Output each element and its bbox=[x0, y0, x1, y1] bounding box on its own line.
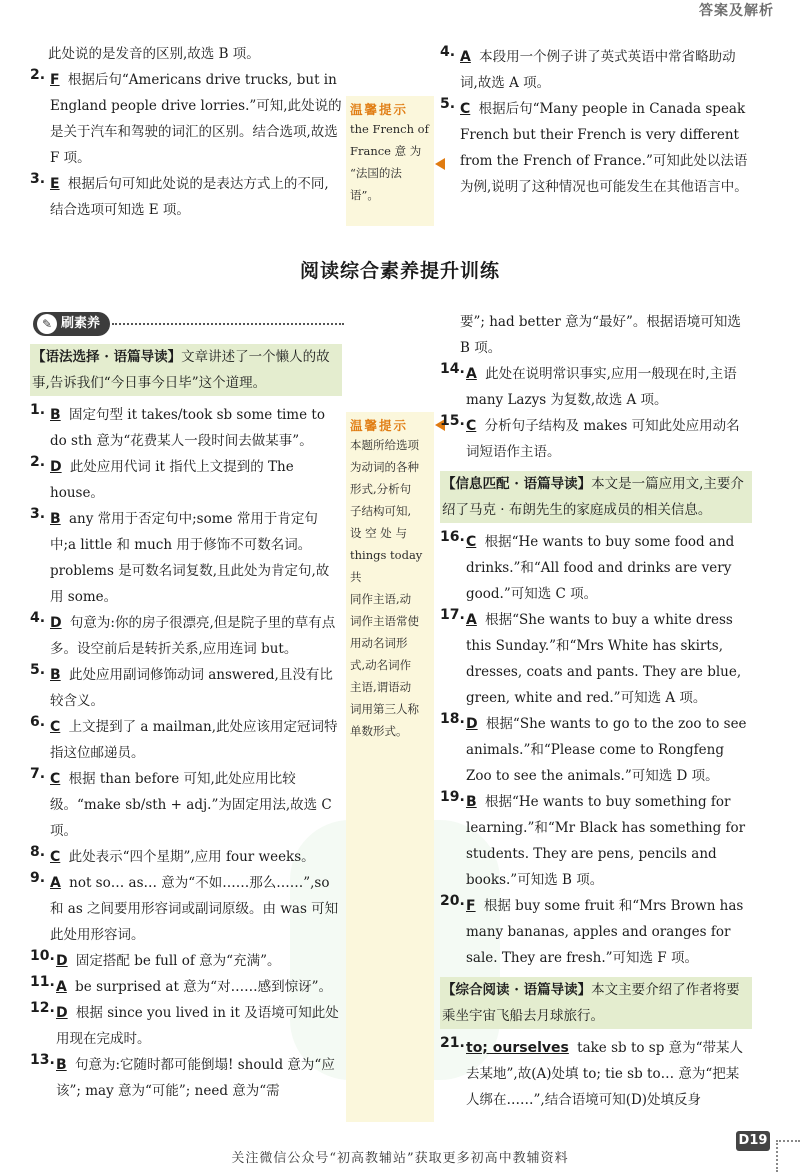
answer-item bbox=[440, 893, 752, 971]
answer-number: 21. bbox=[440, 1035, 465, 1051]
tip-line: the French of bbox=[350, 122, 429, 136]
answer-text: 根据后句可知此处说的是表达方式上的不同,结合选项可知选 E 项。 bbox=[50, 176, 329, 218]
tip-line: 词作主语常使 bbox=[350, 614, 419, 628]
answer-item bbox=[30, 1000, 342, 1052]
answer-number: 11. bbox=[30, 974, 55, 990]
answer-number: 16. bbox=[440, 529, 465, 545]
answer-text: 此处应用代词 it 指代上文提到的 The house。 bbox=[50, 459, 294, 501]
answer-item bbox=[30, 974, 342, 1000]
answer-item bbox=[30, 402, 342, 454]
answer-number: 7. bbox=[30, 766, 46, 782]
answer-item bbox=[440, 529, 752, 607]
answer-number: 4. bbox=[30, 610, 46, 626]
answer-item-3 bbox=[30, 171, 342, 223]
answer-item bbox=[30, 662, 342, 714]
answer-item bbox=[440, 789, 752, 893]
section-title: 阅读综合素养提升训练 bbox=[299, 260, 500, 282]
answer-letter: A bbox=[466, 612, 477, 628]
tip-line: “法国的法 bbox=[350, 166, 402, 180]
answer-item-2 bbox=[30, 67, 342, 171]
answer-letter: C bbox=[466, 534, 477, 550]
answer-letter: B bbox=[50, 667, 61, 683]
answer-letter: to; ourselves bbox=[466, 1040, 569, 1056]
answer-text: 根据 than before 可知,此处应用比较级。“make sb/sth + adj.”为固定用法,故选 C 项。 bbox=[50, 771, 332, 839]
answer-text: 此处说的是发音的区别,故选 B 项。 bbox=[48, 46, 260, 62]
tip-line: 同作主语,动 bbox=[350, 592, 412, 606]
badge-label: 刷素养 bbox=[61, 316, 101, 331]
answer-text: 此处应用副词修饰动词 answered,且没有比较含义。 bbox=[50, 667, 333, 709]
answer-number: 5. bbox=[30, 662, 46, 678]
tip-top bbox=[350, 100, 432, 206]
answer-text: 根据“She wants to go to the zoo to see animals.”和“Please come to Rongfeng Zoo to see the animals.”可知选 D 项。 bbox=[466, 716, 747, 784]
answer-item bbox=[30, 870, 342, 948]
answer-text: take sb to sp 意为“带某人去某地”,故(A)处填 to; tie sb to… 意为“把某人绑在……”,结合语境可知(D)处填反身 bbox=[466, 1040, 744, 1108]
answer-number: 1. bbox=[30, 402, 46, 418]
left-column bbox=[30, 344, 342, 1104]
answer-item bbox=[440, 413, 752, 465]
answer-text: 根据“He wants to buy something for learning.”和“Mr Black has something for students. They are pens, pencils and books.”可知选 B 项。 bbox=[466, 794, 746, 888]
answer-letter: B bbox=[56, 1057, 67, 1073]
answer-number: 20. bbox=[440, 893, 465, 909]
page-header-label: 答案及解析 bbox=[699, 3, 774, 19]
answer-letter: B bbox=[50, 511, 61, 527]
answer-text: 句意为:你的房子很漂亮,但是院子里的草有点多。设空前后是转折关系,应用连词 but。 bbox=[50, 615, 336, 657]
answer-item bbox=[30, 948, 342, 974]
answer-number: 8. bbox=[30, 844, 46, 860]
answer-text: 根据“She wants to buy a white dress this Sunday.”和“Mrs White has skirts, dresses, coats and pants. They are blue, green, white and red.”可知选 A 项。 bbox=[466, 612, 742, 706]
answer-number: 17. bbox=[440, 607, 465, 623]
answer-text: not so… as… 意为“不如……那么……”,so 和 as 之间要用形容词或副词原级。由 was 可知此处用形容词。 bbox=[50, 875, 339, 943]
answer-item bbox=[30, 506, 342, 610]
answer-text: 固定句型 it takes/took sb some time to do sth 意为“花费某人一段时间去做某事”。 bbox=[50, 407, 325, 449]
guide-text: 本文主要介绍了作者将要乘坐宇宙飞船去月球旅行。 bbox=[442, 982, 740, 1024]
answer-text: 分析句子结构及 makes 可知此处应用动名词短语作主语。 bbox=[466, 418, 740, 460]
answer-letter: C bbox=[50, 771, 61, 787]
answer-text: 根据后句“Many people in Canada speak French but their French is very different from the French of France.”可知此处以法语为例,说明了这种情况也可能发生在其他语言中。 bbox=[460, 101, 748, 195]
answer-letter: C bbox=[466, 418, 477, 434]
guide-label: 【综合阅读 · 语篇导读】 bbox=[442, 982, 592, 998]
answer-number: 12. bbox=[30, 1000, 55, 1016]
top-left-column bbox=[30, 41, 342, 223]
pencil-icon: ✎ bbox=[37, 314, 57, 334]
tip-line: 设 空 处 与 bbox=[350, 526, 407, 540]
answer-number: 2. bbox=[30, 454, 46, 470]
answer-item bbox=[440, 711, 752, 789]
tip-line: 词用第三人称 bbox=[350, 702, 419, 716]
answer-number: 5. bbox=[440, 96, 456, 112]
answer-letter: F bbox=[50, 72, 60, 88]
tip-line: 单数形式。 bbox=[350, 724, 408, 738]
answer-letter: A bbox=[50, 875, 61, 891]
tip-line: 形式,分析句 bbox=[350, 482, 412, 496]
answer-letter: E bbox=[50, 176, 60, 192]
page-footer: 关注微信公众号“初高教辅站”获取更多初高中教辅资料 bbox=[231, 1151, 569, 1166]
tip-title: 温馨提示 bbox=[350, 418, 409, 433]
answer-letter: D bbox=[466, 716, 478, 732]
answer-number: 15. bbox=[440, 413, 465, 429]
tip-title: 温馨提示 bbox=[350, 102, 409, 117]
answer-letter: C bbox=[50, 849, 61, 865]
answer-text: 根据 since you lived in it 及语境可知此处用现在完成时。 bbox=[56, 1005, 339, 1047]
page-number: D19 bbox=[736, 1131, 770, 1151]
answer-number: 3. bbox=[30, 506, 46, 522]
answer-letter: C bbox=[460, 101, 471, 117]
tip-line: 用动名词形 bbox=[350, 636, 408, 650]
answer-text: 根据“He wants to buy some food and drinks.”和“All food and drinks are very good.”可知选 C 项。 bbox=[466, 534, 735, 602]
reading-guide-grammar bbox=[30, 344, 342, 396]
answer-text: 上文提到了 a mailman,此处应该用定冠词特指这位邮递员。 bbox=[50, 719, 338, 761]
tip-middle bbox=[350, 416, 432, 742]
answer-text: 本段用一个例子讲了英式英语中常省略助动词,故选 A 项。 bbox=[460, 49, 736, 91]
answer-letter: F bbox=[466, 898, 476, 914]
guide-text: 本文是一篇应用文,主要介绍了马克 · 布朗先生的家庭成员的相关信息。 bbox=[442, 476, 744, 518]
answer-text: 根据后句“Americans drive trucks, but in England people drive lorries.”可知,此处说的是关于汽车和驾驶的词汇的区别。结合选项,故选 F 项。 bbox=[50, 72, 342, 166]
answer-text: any 常用于否定句中;some 常用于肯定句中;a little 和 much 用于修饰不可数名词。problems 是可数名词复数,且此处为肯定句,故用 some。 bbox=[50, 511, 330, 605]
answer-item bbox=[30, 714, 342, 766]
tip-line: France 意 为 bbox=[350, 144, 422, 158]
guide-text: 文章讲述了一个懒人的故事,告诉我们“今日事今日毕”这个道理。 bbox=[32, 349, 330, 391]
answer-item bbox=[30, 1052, 342, 1104]
answer-item bbox=[440, 1035, 752, 1113]
answer-letter: D bbox=[50, 615, 62, 631]
tip-line: 语”。 bbox=[350, 188, 379, 202]
answer-text: 句意为:它随时都可能倒塌! should 意为“应该”; may 意为“可能”; need 意为“需 bbox=[56, 1057, 335, 1099]
answer-item bbox=[30, 610, 342, 662]
tip-line: things today 共 bbox=[350, 548, 423, 584]
reading-guide-matching bbox=[440, 471, 752, 523]
answer-letter: B bbox=[50, 407, 61, 423]
answer-text: be surprised at 意为“对……感到惊讶”。 bbox=[75, 979, 332, 995]
answer-text: 此处在说明常识事实,应用一般现在时,主语 many Lazys 为复数,故选 A 项。 bbox=[466, 366, 737, 408]
answer-number: 18. bbox=[440, 711, 465, 727]
answer-number: 19. bbox=[440, 789, 465, 805]
answer-text: 根据 buy some fruit 和“Mrs Brown has many bananas, apples and oranges for sale. They are fresh.”可知选 F 项。 bbox=[466, 898, 744, 966]
guide-label: 【信息匹配 · 语篇导读】 bbox=[442, 476, 592, 492]
answer-letter: B bbox=[466, 794, 477, 810]
answer-text-continued: 要”; had better 意为“最好”。根据语境可知选 B 项。 bbox=[460, 314, 741, 356]
tip-line: 子结构可知, bbox=[350, 504, 412, 518]
answer-number: 10. bbox=[30, 948, 55, 964]
answer-item-4 bbox=[440, 44, 752, 96]
answer-number: 14. bbox=[440, 361, 465, 377]
answer-item bbox=[440, 607, 752, 711]
answer-number: 6. bbox=[30, 714, 46, 730]
answer-item bbox=[30, 844, 342, 870]
answer-number: 2. bbox=[30, 67, 46, 83]
answer-item bbox=[440, 361, 752, 413]
answer-item-5 bbox=[440, 96, 752, 200]
answer-number: 13. bbox=[30, 1052, 55, 1068]
tip-line: 主语,谓语动 bbox=[350, 680, 412, 694]
answer-letter: C bbox=[50, 719, 61, 735]
dotted-divider bbox=[112, 323, 344, 325]
answer-number: 4. bbox=[440, 44, 456, 60]
guide-label: 【语法选择 · 语篇导读】 bbox=[32, 349, 182, 365]
answer-item bbox=[30, 766, 342, 844]
answer-letter: D bbox=[56, 953, 68, 969]
answer-number: 9. bbox=[30, 870, 46, 886]
answer-number: 3. bbox=[30, 171, 46, 187]
answer-letter: A bbox=[56, 979, 67, 995]
answer-letter: D bbox=[56, 1005, 68, 1021]
top-right-column bbox=[440, 44, 752, 200]
tip-line: 本题所给选项 bbox=[350, 438, 419, 452]
answer-letter: A bbox=[460, 49, 471, 65]
right-column bbox=[440, 309, 752, 1113]
reading-guide-comprehensive bbox=[440, 977, 752, 1029]
tip-line: 为动词的各种 bbox=[350, 460, 419, 474]
section-badge bbox=[33, 312, 110, 336]
answer-item bbox=[30, 454, 342, 506]
answer-letter: D bbox=[50, 459, 62, 475]
answer-text: 此处表示“四个星期”,应用 four weeks。 bbox=[68, 849, 315, 865]
tip-line: 式,动名词作 bbox=[350, 658, 412, 672]
answer-letter: A bbox=[466, 366, 477, 382]
answer-text: 固定搭配 be full of 意为“充满”。 bbox=[75, 953, 281, 969]
